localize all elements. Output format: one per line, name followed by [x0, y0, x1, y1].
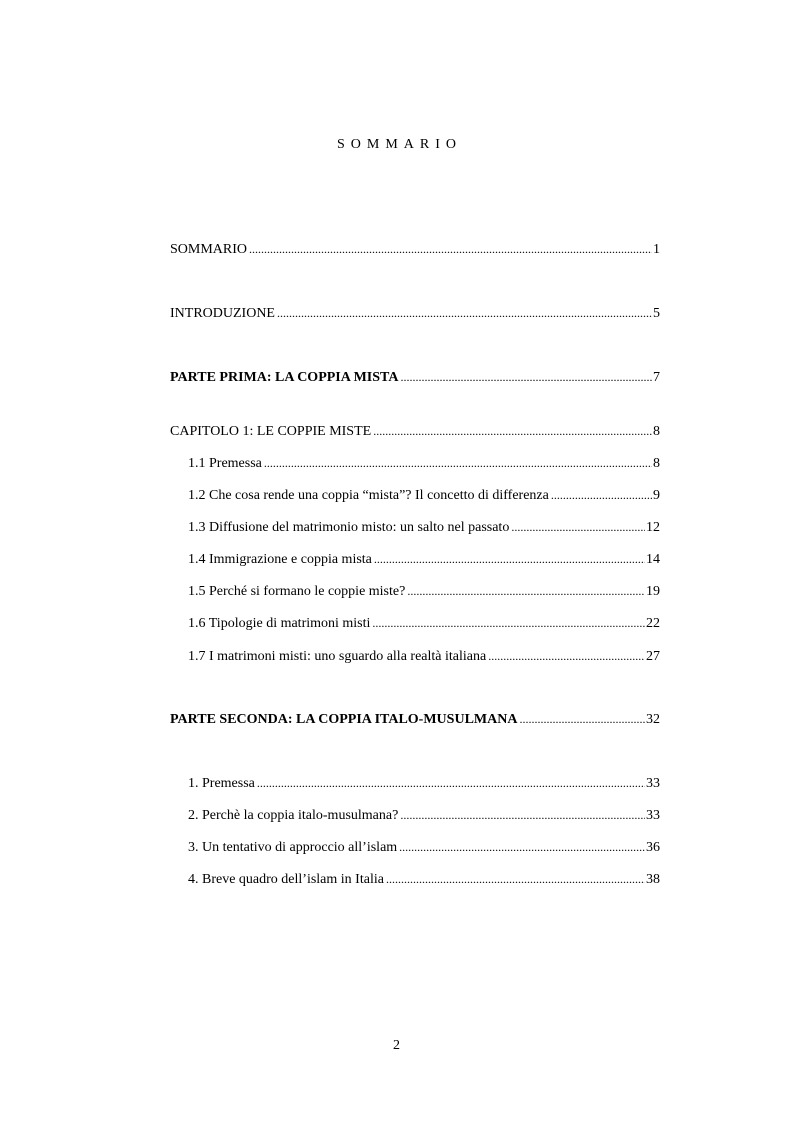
toc-page-number: 8 — [653, 424, 660, 439]
toc-entry-label: 1.4 Immigrazione e coppia mista — [188, 552, 372, 567]
toc-page-number: 36 — [646, 840, 660, 855]
toc-entry-introduzione[interactable] — [170, 304, 660, 322]
toc-entry-label: INTRODUZIONE — [170, 306, 275, 321]
toc-entry-label: 1.3 Diffusione del matrimonio misto: un salto nel passato — [188, 520, 510, 535]
toc-dot-leader — [374, 550, 645, 568]
toc-entry-1-4[interactable] — [188, 550, 660, 568]
toc-dot-leader — [511, 518, 645, 536]
toc-entry-capitolo-1[interactable] — [170, 422, 660, 440]
toc-entry-label: PARTE SECONDA: LA COPPIA ITALO-MUSULMANA — [170, 712, 518, 727]
toc-page-number: 5 — [653, 306, 660, 321]
toc-dot-leader — [257, 774, 645, 792]
toc-entry-label: PARTE PRIMA: LA COPPIA MISTA — [170, 370, 399, 385]
toc-entry-label: 1.2 Che cosa rende una coppia “mista”? Il concetto di differenza — [188, 488, 549, 503]
toc-dot-leader — [399, 838, 645, 856]
toc-page-number: 33 — [646, 808, 660, 823]
toc-entry-label: 4. Breve quadro dell’islam in Italia — [188, 872, 384, 887]
toc-page-number: 8 — [653, 456, 660, 471]
toc-entry-label: 1. Premessa — [188, 776, 255, 791]
toc-dot-leader — [407, 582, 645, 600]
toc-entry-1-5[interactable] — [188, 582, 660, 600]
toc-entry-1-7[interactable] — [188, 647, 660, 665]
toc-entry-sommario[interactable] — [170, 240, 660, 258]
toc-page-number: 12 — [646, 520, 660, 535]
toc-entry-2-3[interactable] — [188, 838, 660, 856]
toc-entry-label: 1.5 Perché si formano le coppie miste? — [188, 584, 406, 599]
toc-page-number: 32 — [646, 712, 660, 727]
toc-entry-1-2[interactable] — [188, 486, 660, 504]
toc-dot-leader — [277, 304, 652, 322]
toc-page-number: 38 — [646, 872, 660, 887]
toc-dot-leader — [488, 647, 645, 665]
toc-entry-1-6[interactable] — [188, 614, 660, 632]
toc-entry-label: 1.7 I matrimoni misti: uno sguardo alla realtà italiana — [188, 649, 487, 664]
toc-entry-label: 2. Perchè la coppia italo-musulmana? — [188, 808, 399, 823]
toc-dot-leader — [400, 806, 645, 824]
toc-entry-parte-seconda[interactable] — [170, 710, 660, 728]
page-title: SOMMARIO — [336, 137, 462, 152]
toc-page-number: 22 — [646, 616, 660, 631]
toc-entry-label: 1.6 Tipologie di matrimoni misti — [188, 616, 371, 631]
toc-entry-1-3[interactable] — [188, 518, 660, 536]
toc-page-number: 19 — [646, 584, 660, 599]
toc-page-number: 7 — [653, 370, 660, 385]
toc-page-number: 14 — [646, 552, 660, 567]
toc-entry-2-2[interactable] — [188, 806, 660, 824]
toc-dot-leader — [373, 422, 652, 440]
toc-dot-leader — [372, 614, 645, 632]
toc-entry-2-1[interactable] — [188, 774, 660, 792]
toc-entry-label: 1.1 Premessa — [188, 456, 262, 471]
toc-dot-leader — [264, 454, 652, 472]
toc-page-number: 27 — [646, 649, 660, 664]
toc-page-number: 1 — [653, 242, 660, 257]
toc-entry-label: 3. Un tentativo di approccio all’islam — [188, 840, 398, 855]
page-number: 2 — [393, 1038, 400, 1053]
toc-dot-leader — [519, 710, 645, 728]
toc-dot-leader — [551, 486, 652, 504]
toc-page-number: 33 — [646, 776, 660, 791]
toc-dot-leader — [386, 870, 645, 888]
toc-page-number: 9 — [653, 488, 660, 503]
toc-entry-2-4[interactable] — [188, 870, 660, 888]
toc-entry-parte-prima[interactable] — [170, 368, 660, 386]
toc-entry-label: SOMMARIO — [170, 242, 248, 257]
toc-dot-leader — [249, 240, 652, 258]
toc-dot-leader — [400, 368, 652, 386]
toc-entry-1-1[interactable] — [188, 454, 660, 472]
toc-entry-label: CAPITOLO 1: LE COPPIE MISTE — [170, 424, 372, 439]
